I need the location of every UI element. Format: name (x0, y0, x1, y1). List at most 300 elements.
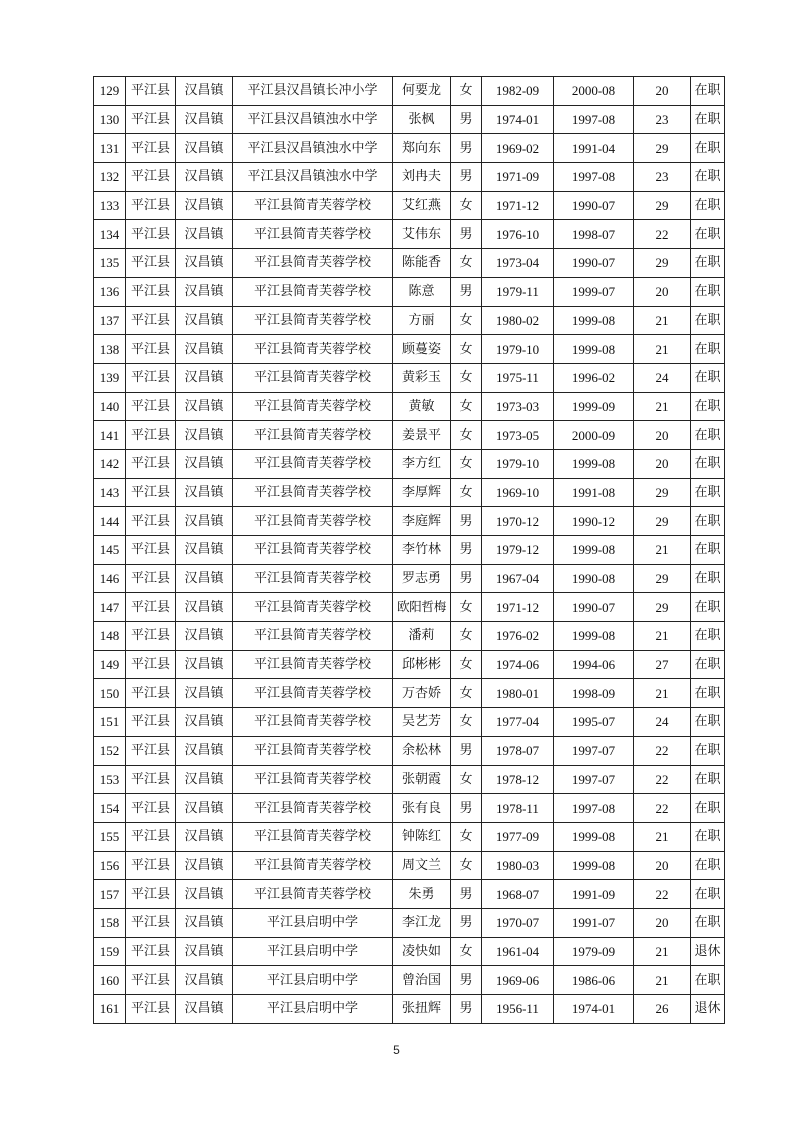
name-cell: 刘冉夫 (393, 163, 451, 192)
birth-date-cell: 1979-10 (482, 449, 554, 478)
school-cell: 平江县简青芙蓉学校 (233, 564, 393, 593)
table-row (94, 220, 725, 249)
work-start-cell: 1979-09 (554, 937, 634, 966)
status-cell: 在职 (691, 392, 725, 421)
county-cell: 平江县 (126, 163, 176, 192)
work-start-cell: 1999-08 (554, 536, 634, 565)
name-cell: 潘莉 (393, 622, 451, 651)
table-row (94, 163, 725, 192)
table-row (94, 77, 725, 106)
row-number-cell: 161 (94, 995, 126, 1024)
school-cell: 平江县简青芙蓉学校 (233, 335, 393, 364)
teaching-years-cell: 22 (634, 880, 691, 909)
birth-date-cell: 1969-02 (482, 134, 554, 163)
county-cell: 平江县 (126, 220, 176, 249)
work-start-cell: 1990-07 (554, 593, 634, 622)
county-cell: 平江县 (126, 77, 176, 106)
status-cell: 在职 (691, 220, 725, 249)
row-number-cell: 154 (94, 794, 126, 823)
status-cell: 在职 (691, 191, 725, 220)
gender-cell: 女 (451, 306, 482, 335)
gender-cell: 女 (451, 478, 482, 507)
town-cell: 汉昌镇 (176, 449, 233, 478)
name-cell: 欧阳哲梅 (393, 593, 451, 622)
status-cell: 在职 (691, 708, 725, 737)
teaching-years-cell: 24 (634, 363, 691, 392)
table-row (94, 536, 725, 565)
school-cell: 平江县简青芙蓉学校 (233, 249, 393, 278)
county-cell: 平江县 (126, 421, 176, 450)
town-cell: 汉昌镇 (176, 421, 233, 450)
school-cell: 平江县简青芙蓉学校 (233, 392, 393, 421)
school-cell: 平江县汉昌镇长冲小学 (233, 77, 393, 106)
birth-date-cell: 1973-04 (482, 249, 554, 278)
table-row (94, 249, 725, 278)
birth-date-cell: 1961-04 (482, 937, 554, 966)
status-cell: 在职 (691, 908, 725, 937)
row-number-cell: 155 (94, 822, 126, 851)
row-number-cell: 156 (94, 851, 126, 880)
work-start-cell: 1991-07 (554, 908, 634, 937)
birth-date-cell: 1973-03 (482, 392, 554, 421)
gender-cell: 男 (451, 277, 482, 306)
name-cell: 李方红 (393, 449, 451, 478)
work-start-cell: 1999-09 (554, 392, 634, 421)
teaching-years-cell: 21 (634, 536, 691, 565)
town-cell: 汉昌镇 (176, 134, 233, 163)
school-cell: 平江县简青芙蓉学校 (233, 765, 393, 794)
birth-date-cell: 1974-06 (482, 650, 554, 679)
name-cell: 顾蔓姿 (393, 335, 451, 364)
school-cell: 平江县汉昌镇浊水中学 (233, 134, 393, 163)
birth-date-cell: 1971-09 (482, 163, 554, 192)
birth-date-cell: 1979-12 (482, 536, 554, 565)
school-cell: 平江县简青芙蓉学校 (233, 822, 393, 851)
county-cell: 平江县 (126, 880, 176, 909)
table-row (94, 306, 725, 335)
town-cell: 汉昌镇 (176, 220, 233, 249)
work-start-cell: 1997-08 (554, 163, 634, 192)
name-cell: 李江龙 (393, 908, 451, 937)
county-cell: 平江县 (126, 908, 176, 937)
status-cell: 在职 (691, 134, 725, 163)
birth-date-cell: 1971-12 (482, 593, 554, 622)
table-row (94, 105, 725, 134)
gender-cell: 女 (451, 191, 482, 220)
gender-cell: 女 (451, 937, 482, 966)
gender-cell: 男 (451, 736, 482, 765)
status-cell: 在职 (691, 765, 725, 794)
county-cell: 平江县 (126, 478, 176, 507)
work-start-cell: 1999-07 (554, 277, 634, 306)
county-cell: 平江县 (126, 392, 176, 421)
birth-date-cell: 1982-09 (482, 77, 554, 106)
school-cell: 平江县简青芙蓉学校 (233, 306, 393, 335)
work-start-cell: 1997-07 (554, 736, 634, 765)
gender-cell: 男 (451, 794, 482, 823)
status-cell: 在职 (691, 421, 725, 450)
status-cell: 在职 (691, 105, 725, 134)
row-number-cell: 151 (94, 708, 126, 737)
teaching-years-cell: 29 (634, 507, 691, 536)
teaching-years-cell: 29 (634, 478, 691, 507)
town-cell: 汉昌镇 (176, 880, 233, 909)
name-cell: 李庭辉 (393, 507, 451, 536)
gender-cell: 女 (451, 449, 482, 478)
row-number-cell: 157 (94, 880, 126, 909)
school-cell: 平江县简青芙蓉学校 (233, 507, 393, 536)
teaching-years-cell: 21 (634, 937, 691, 966)
table-row (94, 765, 725, 794)
school-cell: 平江县启明中学 (233, 937, 393, 966)
work-start-cell: 1999-08 (554, 335, 634, 364)
teacher-roster-table (93, 76, 725, 1024)
status-cell: 在职 (691, 77, 725, 106)
name-cell: 姜景平 (393, 421, 451, 450)
gender-cell: 女 (451, 765, 482, 794)
town-cell: 汉昌镇 (176, 794, 233, 823)
birth-date-cell: 1969-06 (482, 966, 554, 995)
gender-cell: 女 (451, 335, 482, 364)
town-cell: 汉昌镇 (176, 765, 233, 794)
county-cell: 平江县 (126, 249, 176, 278)
teaching-years-cell: 22 (634, 794, 691, 823)
work-start-cell: 1999-08 (554, 851, 634, 880)
table-row (94, 995, 725, 1024)
name-cell: 李厚辉 (393, 478, 451, 507)
birth-date-cell: 1968-07 (482, 880, 554, 909)
gender-cell: 男 (451, 507, 482, 536)
town-cell: 汉昌镇 (176, 622, 233, 651)
work-start-cell: 1990-07 (554, 249, 634, 278)
teaching-years-cell: 22 (634, 736, 691, 765)
town-cell: 汉昌镇 (176, 679, 233, 708)
row-number-cell: 152 (94, 736, 126, 765)
gender-cell: 女 (451, 249, 482, 278)
table-row (94, 851, 725, 880)
row-number-cell: 131 (94, 134, 126, 163)
county-cell: 平江县 (126, 650, 176, 679)
row-number-cell: 133 (94, 191, 126, 220)
birth-date-cell: 1967-04 (482, 564, 554, 593)
gender-cell: 男 (451, 220, 482, 249)
gender-cell: 女 (451, 421, 482, 450)
town-cell: 汉昌镇 (176, 478, 233, 507)
status-cell: 在职 (691, 249, 725, 278)
town-cell: 汉昌镇 (176, 77, 233, 106)
county-cell: 平江县 (126, 679, 176, 708)
school-cell: 平江县汉昌镇浊水中学 (233, 163, 393, 192)
school-cell: 平江县简青芙蓉学校 (233, 478, 393, 507)
status-cell: 在职 (691, 851, 725, 880)
school-cell: 平江县简青芙蓉学校 (233, 708, 393, 737)
status-cell: 在职 (691, 507, 725, 536)
table-row (94, 966, 725, 995)
work-start-cell: 1991-09 (554, 880, 634, 909)
table-row (94, 650, 725, 679)
name-cell: 凌快如 (393, 937, 451, 966)
town-cell: 汉昌镇 (176, 908, 233, 937)
birth-date-cell: 1980-01 (482, 679, 554, 708)
row-number-cell: 148 (94, 622, 126, 651)
town-cell: 汉昌镇 (176, 937, 233, 966)
county-cell: 平江县 (126, 564, 176, 593)
gender-cell: 男 (451, 966, 482, 995)
name-cell: 曾治国 (393, 966, 451, 995)
county-cell: 平江县 (126, 937, 176, 966)
birth-date-cell: 1974-01 (482, 105, 554, 134)
town-cell: 汉昌镇 (176, 277, 233, 306)
work-start-cell: 1997-08 (554, 105, 634, 134)
status-cell: 在职 (691, 966, 725, 995)
name-cell: 张朝霞 (393, 765, 451, 794)
teaching-years-cell: 20 (634, 421, 691, 450)
gender-cell: 女 (451, 851, 482, 880)
status-cell: 在职 (691, 335, 725, 364)
name-cell: 艾伟东 (393, 220, 451, 249)
name-cell: 朱勇 (393, 880, 451, 909)
teaching-years-cell: 21 (634, 622, 691, 651)
status-cell: 在职 (691, 794, 725, 823)
county-cell: 平江县 (126, 191, 176, 220)
row-number-cell: 139 (94, 363, 126, 392)
row-number-cell: 142 (94, 449, 126, 478)
row-number-cell: 158 (94, 908, 126, 937)
table-row (94, 593, 725, 622)
work-start-cell: 1995-07 (554, 708, 634, 737)
table-row (94, 363, 725, 392)
table-row (94, 335, 725, 364)
birth-date-cell: 1980-03 (482, 851, 554, 880)
work-start-cell: 1998-09 (554, 679, 634, 708)
teaching-years-cell: 29 (634, 593, 691, 622)
teaching-years-cell: 29 (634, 134, 691, 163)
birth-date-cell: 1970-12 (482, 507, 554, 536)
county-cell: 平江县 (126, 277, 176, 306)
work-start-cell: 1991-04 (554, 134, 634, 163)
birth-date-cell: 1970-07 (482, 908, 554, 937)
town-cell: 汉昌镇 (176, 306, 233, 335)
birth-date-cell: 1971-12 (482, 191, 554, 220)
birth-date-cell: 1979-11 (482, 277, 554, 306)
page-number: 5 (393, 1043, 400, 1057)
row-number-cell: 146 (94, 564, 126, 593)
gender-cell: 男 (451, 536, 482, 565)
town-cell: 汉昌镇 (176, 392, 233, 421)
row-number-cell: 145 (94, 536, 126, 565)
work-start-cell: 1999-08 (554, 306, 634, 335)
birth-date-cell: 1976-10 (482, 220, 554, 249)
status-cell: 在职 (691, 277, 725, 306)
work-start-cell: 1990-12 (554, 507, 634, 536)
birth-date-cell: 1979-10 (482, 335, 554, 364)
table-row (94, 937, 725, 966)
name-cell: 陈意 (393, 277, 451, 306)
status-cell: 在职 (691, 564, 725, 593)
town-cell: 汉昌镇 (176, 736, 233, 765)
county-cell: 平江县 (126, 507, 176, 536)
town-cell: 汉昌镇 (176, 363, 233, 392)
status-cell: 在职 (691, 536, 725, 565)
school-cell: 平江县启明中学 (233, 908, 393, 937)
school-cell: 平江县简青芙蓉学校 (233, 593, 393, 622)
row-number-cell: 132 (94, 163, 126, 192)
school-cell: 平江县简青芙蓉学校 (233, 794, 393, 823)
name-cell: 罗志勇 (393, 564, 451, 593)
work-start-cell: 1999-08 (554, 822, 634, 851)
table-row (94, 908, 725, 937)
status-cell: 退休 (691, 937, 725, 966)
gender-cell: 男 (451, 995, 482, 1024)
name-cell: 万杏娇 (393, 679, 451, 708)
status-cell: 在职 (691, 449, 725, 478)
name-cell: 钟陈红 (393, 822, 451, 851)
row-number-cell: 137 (94, 306, 126, 335)
town-cell: 汉昌镇 (176, 966, 233, 995)
birth-date-cell: 1978-07 (482, 736, 554, 765)
county-cell: 平江县 (126, 536, 176, 565)
row-number-cell: 130 (94, 105, 126, 134)
school-cell: 平江县简青芙蓉学校 (233, 622, 393, 651)
school-cell: 平江县简青芙蓉学校 (233, 650, 393, 679)
status-cell: 在职 (691, 822, 725, 851)
town-cell: 汉昌镇 (176, 536, 233, 565)
birth-date-cell: 1978-12 (482, 765, 554, 794)
status-cell: 在职 (691, 363, 725, 392)
teaching-years-cell: 22 (634, 765, 691, 794)
row-number-cell: 160 (94, 966, 126, 995)
row-number-cell: 138 (94, 335, 126, 364)
town-cell: 汉昌镇 (176, 564, 233, 593)
county-cell: 平江县 (126, 765, 176, 794)
county-cell: 平江县 (126, 306, 176, 335)
work-start-cell: 1999-08 (554, 449, 634, 478)
work-start-cell: 1991-08 (554, 478, 634, 507)
work-start-cell: 1994-06 (554, 650, 634, 679)
table-row (94, 478, 725, 507)
status-cell: 在职 (691, 622, 725, 651)
birth-date-cell: 1977-09 (482, 822, 554, 851)
work-start-cell: 1986-06 (554, 966, 634, 995)
gender-cell: 女 (451, 679, 482, 708)
work-start-cell: 1997-08 (554, 794, 634, 823)
school-cell: 平江县简青芙蓉学校 (233, 363, 393, 392)
table-row (94, 449, 725, 478)
row-number-cell: 147 (94, 593, 126, 622)
teaching-years-cell: 21 (634, 392, 691, 421)
birth-date-cell: 1978-11 (482, 794, 554, 823)
work-start-cell: 1990-07 (554, 191, 634, 220)
town-cell: 汉昌镇 (176, 650, 233, 679)
row-number-cell: 141 (94, 421, 126, 450)
table-row (94, 880, 725, 909)
school-cell: 平江县启明中学 (233, 995, 393, 1024)
county-cell: 平江县 (126, 736, 176, 765)
table-row (94, 822, 725, 851)
teaching-years-cell: 21 (634, 966, 691, 995)
row-number-cell: 149 (94, 650, 126, 679)
teaching-years-cell: 24 (634, 708, 691, 737)
name-cell: 方丽 (393, 306, 451, 335)
name-cell: 陈能香 (393, 249, 451, 278)
table-row (94, 679, 725, 708)
town-cell: 汉昌镇 (176, 822, 233, 851)
status-cell: 在职 (691, 736, 725, 765)
status-cell: 退休 (691, 995, 725, 1024)
status-cell: 在职 (691, 593, 725, 622)
teaching-years-cell: 21 (634, 679, 691, 708)
school-cell: 平江县简青芙蓉学校 (233, 220, 393, 249)
teaching-years-cell: 21 (634, 306, 691, 335)
county-cell: 平江县 (126, 363, 176, 392)
name-cell: 艾红燕 (393, 191, 451, 220)
county-cell: 平江县 (126, 708, 176, 737)
gender-cell: 男 (451, 564, 482, 593)
school-cell: 平江县简青芙蓉学校 (233, 851, 393, 880)
teaching-years-cell: 26 (634, 995, 691, 1024)
town-cell: 汉昌镇 (176, 335, 233, 364)
status-cell: 在职 (691, 478, 725, 507)
county-cell: 平江县 (126, 966, 176, 995)
table-row (94, 191, 725, 220)
name-cell: 邱彬彬 (393, 650, 451, 679)
county-cell: 平江县 (126, 822, 176, 851)
birth-date-cell: 1977-04 (482, 708, 554, 737)
table-row (94, 392, 725, 421)
gender-cell: 女 (451, 622, 482, 651)
name-cell: 郑向东 (393, 134, 451, 163)
town-cell: 汉昌镇 (176, 249, 233, 278)
school-cell: 平江县简青芙蓉学校 (233, 449, 393, 478)
county-cell: 平江县 (126, 105, 176, 134)
county-cell: 平江县 (126, 449, 176, 478)
status-cell: 在职 (691, 650, 725, 679)
table-row (94, 708, 725, 737)
row-number-cell: 153 (94, 765, 126, 794)
teaching-years-cell: 22 (634, 220, 691, 249)
county-cell: 平江县 (126, 995, 176, 1024)
table-row (94, 794, 725, 823)
work-start-cell: 1996-02 (554, 363, 634, 392)
name-cell: 张有良 (393, 794, 451, 823)
name-cell: 张扭辉 (393, 995, 451, 1024)
work-start-cell: 1998-07 (554, 220, 634, 249)
row-number-cell: 134 (94, 220, 126, 249)
birth-date-cell: 1976-02 (482, 622, 554, 651)
county-cell: 平江县 (126, 622, 176, 651)
gender-cell: 女 (451, 650, 482, 679)
town-cell: 汉昌镇 (176, 593, 233, 622)
gender-cell: 男 (451, 163, 482, 192)
table-row (94, 736, 725, 765)
table-row (94, 622, 725, 651)
row-number-cell: 135 (94, 249, 126, 278)
table-row (94, 421, 725, 450)
name-cell: 黄彩玉 (393, 363, 451, 392)
status-cell: 在职 (691, 163, 725, 192)
work-start-cell: 2000-08 (554, 77, 634, 106)
school-cell: 平江县简青芙蓉学校 (233, 277, 393, 306)
teaching-years-cell: 21 (634, 335, 691, 364)
birth-date-cell: 1975-11 (482, 363, 554, 392)
name-cell: 吴艺芳 (393, 708, 451, 737)
row-number-cell: 143 (94, 478, 126, 507)
teaching-years-cell: 29 (634, 564, 691, 593)
table-row (94, 507, 725, 536)
town-cell: 汉昌镇 (176, 995, 233, 1024)
roster-body (94, 77, 725, 1024)
teaching-years-cell: 21 (634, 822, 691, 851)
